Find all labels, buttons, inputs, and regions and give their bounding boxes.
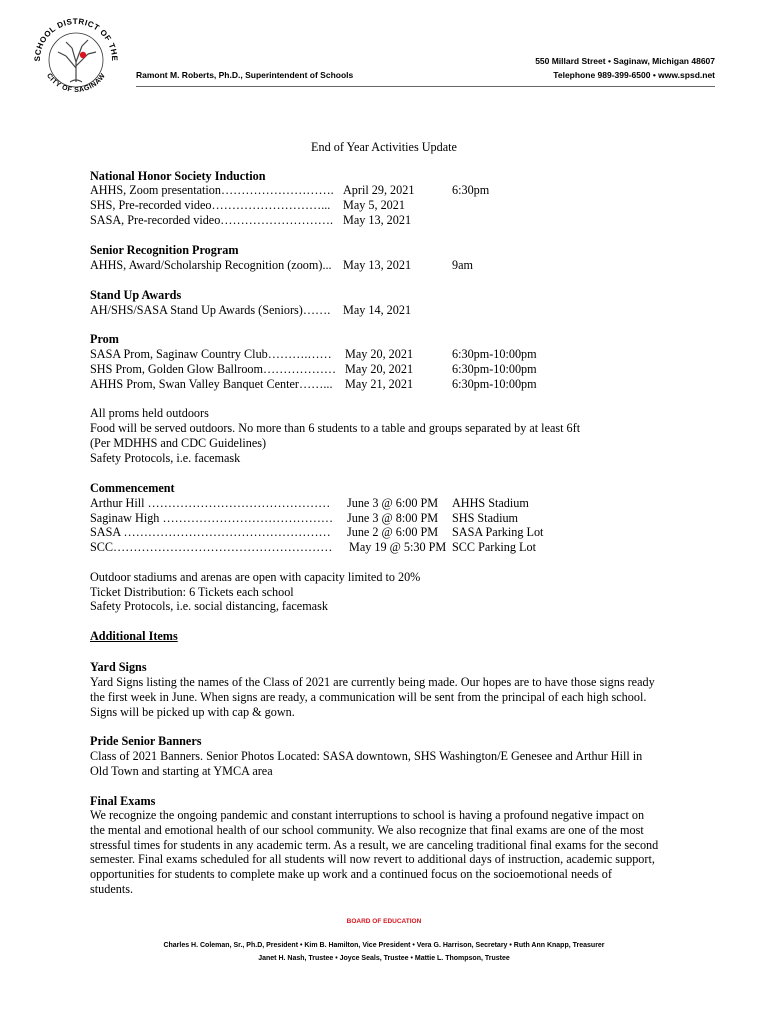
school-item: Arthur Hill ……………………………………… [90, 496, 331, 510]
section-heading-prom: Prom [90, 332, 119, 346]
table-row [90, 303, 412, 318]
contact-line: Telephone 989-399-6500 • www.spsd.net [553, 70, 715, 80]
section-heading-pride-banners: Pride Senior Banners [90, 734, 202, 748]
event-time: 6:30pm-10:00pm [452, 362, 537, 376]
paragraph-line: stressful times for students in any academic term. As a result, we are canceling traditional final exams for the second [90, 838, 659, 852]
table-row [90, 183, 490, 198]
event-date: May 14, 2021 [343, 303, 412, 317]
commencement-note: Ticket Distribution: 6 Tickets each school [90, 585, 294, 599]
event-date: April 29, 2021 [343, 183, 415, 197]
paragraph-line: students. [90, 882, 133, 896]
section-heading-commencement: Commencement [90, 481, 175, 495]
event-time: 6:30pm-10:00pm [452, 377, 537, 391]
section-heading-additional-items: Additional Items [90, 629, 178, 643]
section-heading-stand-up: Stand Up Awards [90, 288, 182, 302]
event-location: SASA Parking Lot [452, 525, 544, 539]
table-row [90, 258, 473, 273]
event-item: AHHS Prom, Swan Valley Banquet Center……... [90, 377, 333, 391]
district-seal-logo [26, 8, 126, 108]
event-item: AHHS, Award/Scholarship Recognition (zoom)... [90, 258, 332, 272]
commencement-note: Outdoor stadiums and arenas are open with capacity limited to 20% [90, 570, 421, 584]
section-heading-senior-recognition: Senior Recognition Program [90, 243, 239, 257]
board-members-line: Janet H. Nash, Trustee • Joyce Seals, Trustee • Mattie L. Thompson, Trustee [258, 955, 510, 962]
prom-note: Food will be served outdoors. No more than 6 students to a table and groups separated by at least 6ft [90, 421, 581, 435]
section-heading-nhs: National Honor Society Induction [90, 169, 266, 183]
event-item: AH/SHS/SASA Stand Up Awards (Seniors)……. [90, 303, 331, 317]
svg-text:CITY OF SAGINAW: CITY OF SAGINAW [44, 72, 108, 95]
event-date: May 20, 2021 [345, 362, 414, 376]
event-item: SASA, Pre-recorded video………………………. [90, 213, 334, 227]
section-heading-yard-signs: Yard Signs [90, 660, 147, 674]
table-row [90, 525, 544, 540]
board-of-education-heading: BOARD OF EDUCATION [346, 918, 422, 925]
event-date: May 21, 2021 [345, 377, 414, 391]
event-time: 9am [452, 258, 473, 272]
document-title: End of Year Activities Update [311, 140, 457, 154]
paragraph-line: the mental and emotional health of our school community. We also recognize that final exams are one of the most [90, 823, 644, 837]
address-line: 550 Millard Street • Saginaw, Michigan 48607 [535, 56, 715, 66]
prom-note: All proms held outdoors [90, 406, 209, 420]
table-row [90, 213, 412, 228]
event-time: 6:30pm [452, 183, 490, 197]
superintendent-name: Ramont M. Roberts, Ph.D., Superintendent of Schools [136, 70, 354, 80]
school-item: Saginaw High …………………………………… [90, 511, 334, 525]
event-date: May 13, 2021 [343, 258, 412, 272]
board-members-line: Charles H. Coleman, Sr., Ph.D, President • Kim B. Hamilton, Vice President • Vera G. Harrison, Secretary • Ruth Ann Knapp, Treasurer [163, 942, 605, 949]
table-row [90, 511, 519, 526]
event-time: 6:30pm-10:00pm [452, 347, 537, 361]
paragraph-line: semester. Final exams scheduled for all students will now revert to additional days of instruction, academic support, [90, 852, 655, 866]
event-item: SHS Prom, Golden Glow Ballroom……………… [90, 362, 337, 376]
event-date: May 20, 2021 [345, 347, 414, 361]
table-row [90, 496, 529, 511]
paragraph-line: We recognize the ongoing pandemic and constant interruptions to school is having a profound negative impact on [90, 808, 645, 822]
table-row [90, 198, 405, 213]
table-row [90, 362, 537, 377]
paragraph-line: Signs will be picked up with cap & gown. [90, 705, 295, 719]
svg-text:SCHOOL DISTRICT OF THE: SCHOOL DISTRICT OF THE [32, 16, 120, 62]
commencement-note: Safety Protocols, i.e. social distancing, facemask [90, 599, 328, 613]
paragraph-line: Yard Signs listing the names of the Class of 2021 are currently being made. Our hopes are to have those signs ready [90, 675, 655, 689]
event-date: June 3 @ 8:00 PM [347, 511, 439, 525]
event-location: AHHS Stadium [452, 496, 529, 510]
prom-note: Safety Protocols, i.e. facemask [90, 451, 241, 465]
paragraph-line: opportunities for students to complete make up work and a continued focus on the socioemotional needs of [90, 867, 612, 881]
event-item: SHS, Pre-recorded video………………………... [90, 198, 331, 212]
table-row [90, 540, 536, 555]
school-item: SCC……………………………………………… [90, 540, 333, 554]
event-date: June 3 @ 6:00 PM [347, 496, 439, 510]
paragraph-line: Old Town and starting at YMCA area [90, 764, 273, 778]
paragraph-line: Class of 2021 Banners. Senior Photos Located: SASA downtown, SHS Washington/E Genesee and Arthur Hill in [90, 749, 643, 763]
event-location: SHS Stadium [452, 511, 519, 525]
event-date: May 13, 2021 [343, 213, 412, 227]
event-date: May 5, 2021 [343, 198, 405, 212]
table-row [90, 347, 537, 362]
paragraph-line: the first week in June. When signs are ready, a communication will be sent from the principal of each high school. [90, 690, 647, 704]
table-row [90, 377, 537, 392]
letterhead-divider [136, 86, 715, 87]
school-item: SASA …………………………………………… [90, 525, 331, 539]
section-heading-final-exams: Final Exams [90, 794, 156, 808]
event-item: SASA Prom, Saginaw Country Club……….…… [90, 347, 332, 361]
event-date: June 2 @ 6:00 PM [347, 525, 439, 539]
event-item: AHHS, Zoom presentation………………………. [90, 183, 334, 197]
event-date: May 19 @ 5:30 PM [349, 540, 447, 554]
event-location: SCC Parking Lot [452, 540, 536, 554]
prom-note: (Per MDHHS and CDC Guidelines) [90, 436, 267, 450]
